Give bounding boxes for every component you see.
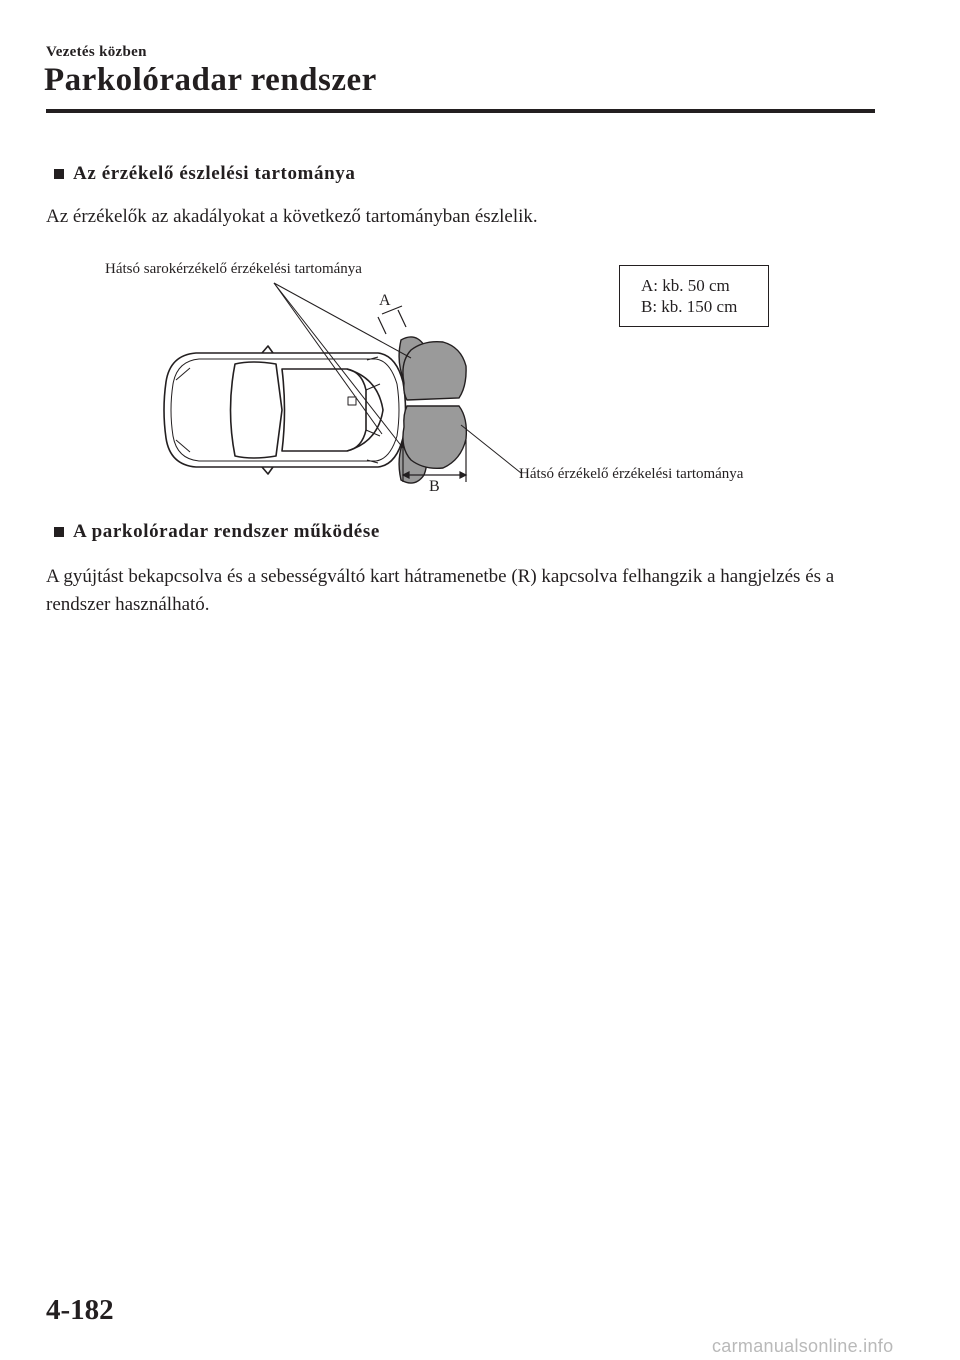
rear-sensor-range-label: Hátsó érzékelő érzékelési tartománya [519, 466, 744, 482]
corner-sensor-range-label: Hátsó sarokérzékelő érzékelési tartománya [105, 261, 362, 277]
marker-a-label: A [379, 292, 391, 309]
watermark-text: carmanualsonline.info [712, 1336, 894, 1356]
rear-sensor-zone-upper [403, 342, 466, 400]
car-top-view-illustration [164, 346, 406, 474]
dimension-a-indicator [378, 306, 406, 334]
page-title: Parkolóradar rendszer [44, 62, 377, 98]
square-bullet-icon [54, 169, 64, 179]
rear-sensor-zone-lower [403, 406, 466, 468]
title-divider [46, 109, 875, 113]
page-number: 4-182 [46, 1294, 114, 1326]
leader-lines [274, 283, 521, 473]
section-heading-text: Az érzékelő észlelési tartománya [73, 163, 356, 184]
operation-paragraph: A gyújtást bekapcsolva és a sebességváltó kart hátramenetbe (R) kapcsolva felhangzik a hangjelzés és a rendszer használható. [46, 566, 835, 615]
section-heading-operation [54, 521, 380, 543]
legend-a-distance: A: kb. 50 cm [641, 276, 730, 295]
detection-range-paragraph: Az érzékelők az akadályokat a következő tartományban észlelik. [46, 206, 538, 227]
distance-legend-box [619, 265, 769, 327]
section-heading-detection-range [54, 163, 355, 185]
sensor-range-diagram [0, 250, 960, 500]
section-heading-text: A parkolóradar rendszer működése [73, 521, 380, 542]
legend-b-distance: B: kb. 150 cm [641, 297, 738, 316]
square-bullet-icon [54, 527, 64, 537]
marker-b-label: B [429, 478, 440, 495]
chapter-title: Vezetés közben [46, 44, 147, 60]
